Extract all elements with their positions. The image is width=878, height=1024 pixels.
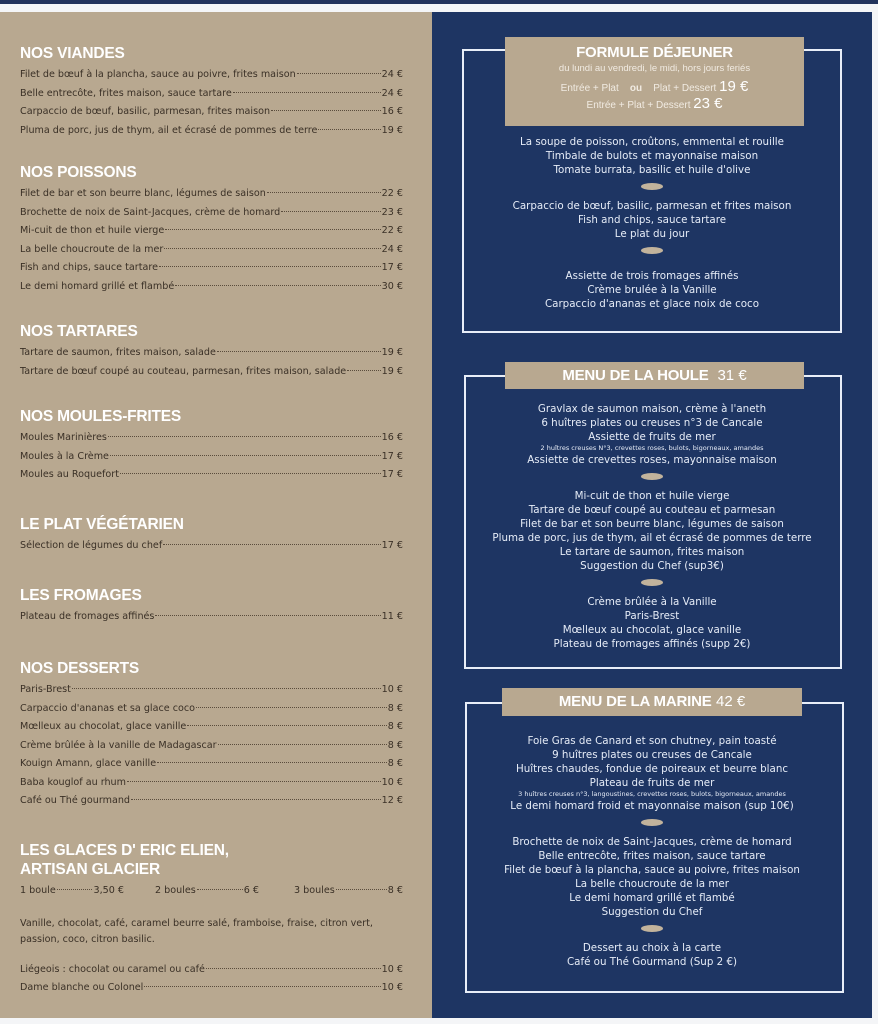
item-name: Crème brûlée à la vanille de Madagascar xyxy=(20,739,217,751)
item-name: Sélection de légumes du chef xyxy=(20,540,163,551)
menu-item: Le tartare de saumon, frites maison xyxy=(559,546,745,558)
menu-item xyxy=(20,278,403,297)
dot-leader xyxy=(131,799,381,800)
menu-course xyxy=(432,941,872,969)
item-price: 8 € xyxy=(387,721,403,732)
menu-item-note: 2 huîtres creuses N°3, crevettes roses, bulots, bigorneaux, amandes xyxy=(540,444,764,452)
menu-item: Dessert au choix à la carte xyxy=(582,942,722,954)
item-price: 8 € xyxy=(387,739,403,751)
section-title: NOS POISSONS xyxy=(20,164,137,181)
menu-item: Fish and chips, sauce tartare xyxy=(577,214,727,226)
menu-item: Paris-Brest xyxy=(624,610,680,622)
menu-item xyxy=(20,222,403,241)
section-desserts xyxy=(20,659,403,811)
formule-title: FORMULE DÉJEUNER xyxy=(576,44,733,61)
menu-item: Carpaccio d'ananas et glace noix de coco xyxy=(544,298,760,310)
menu-item: Le demi homard froid et mayonnaise maison (sup 10€) xyxy=(510,800,794,812)
item-price: 23 € xyxy=(381,206,403,218)
menu-course xyxy=(432,489,872,573)
item-price: 24 € xyxy=(381,87,403,99)
menu-item xyxy=(20,259,403,278)
price-row: 3 boules 8 € xyxy=(294,885,403,896)
menu-course xyxy=(432,199,872,241)
dot-leader xyxy=(218,744,387,745)
menu-item xyxy=(20,608,403,627)
dot-leader xyxy=(108,436,381,437)
item-name: La belle choucroute de la mer xyxy=(20,243,164,255)
divider-icon xyxy=(641,579,663,586)
price-row: Dame blanche ou Colonel 10 € xyxy=(20,982,403,993)
dot-leader xyxy=(72,688,381,689)
section-moules xyxy=(20,407,403,485)
dot-leader xyxy=(217,351,381,352)
menu-item: Brochette de noix de Saint-Jacques, crème de homard xyxy=(512,836,792,848)
menu-item-note: 3 huîtres creuses n°3, langoustines, crevettes roses, bulots, bigorneaux, amandes xyxy=(518,790,786,798)
dot-leader xyxy=(120,473,381,474)
item-name: Moules à la Crème xyxy=(20,450,109,462)
price-row: 2 boules 6 € xyxy=(155,885,259,896)
dot-leader xyxy=(127,781,381,782)
item-name: Carpaccio de bœuf, basilic, parmesan, frites maison xyxy=(20,106,271,117)
menu-item: Suggestion du Chef xyxy=(601,906,703,918)
formule-line1: Entrée + Plat ou Plat + Dessert 19 € xyxy=(560,78,749,95)
menu-item: Suggestion du Chef (sup3€) xyxy=(580,560,724,572)
section-title: LES GLACES D' ERIC ELIEN, xyxy=(20,842,229,859)
section-title: LE PLAT VÉGÉTARIEN xyxy=(20,516,184,533)
section-tartares xyxy=(20,322,403,381)
formule-header xyxy=(505,37,804,126)
menu-item xyxy=(20,344,403,363)
menu-item xyxy=(20,429,403,448)
item-price: 17 € xyxy=(381,540,403,551)
item-name: Mi-cuit de thon et huile vierge xyxy=(20,225,165,236)
menu-item: Le plat du jour xyxy=(614,228,690,240)
divider-icon xyxy=(641,819,663,826)
menu-item xyxy=(20,185,403,204)
item-name: Pluma de porc, jus de thym, ail et écrasé de pommes de terre xyxy=(20,124,318,136)
menu-item xyxy=(20,792,403,811)
menu-item: Plateau de fromages affinés (supp 2€) xyxy=(553,638,751,650)
top-bar xyxy=(0,0,878,4)
flavors-text: Vanille, chocolat, café, caramel beurre salé, framboise, fraise, citron vert, passion, coco, citron basilic. xyxy=(20,917,373,945)
menu-item xyxy=(20,774,403,793)
section-title: NOS DESSERTS xyxy=(20,660,140,677)
section-title: NOS MOULES-FRITES xyxy=(20,408,182,425)
dot-leader xyxy=(233,92,381,93)
item-name: Mœlleux au chocolat, glace vanille xyxy=(20,721,187,732)
item-price: 19 € xyxy=(381,347,403,358)
item-price: 16 € xyxy=(381,432,403,443)
dot-leader xyxy=(318,129,380,130)
item-price: 17 € xyxy=(381,262,403,273)
item-price: 30 € xyxy=(381,280,403,292)
menu-item: Huîtres chaudes, fondue de poireaux et beurre blanc xyxy=(515,763,789,775)
dot-leader xyxy=(347,370,380,371)
menu-item: Tomate burrata, basilic et huile d'olive xyxy=(553,164,751,176)
dot-leader xyxy=(187,725,386,726)
houle-header: MENU DE LA HOULE 31 € xyxy=(505,362,804,389)
divider-icon xyxy=(641,183,663,190)
item-name: Paris-Brest xyxy=(20,684,71,695)
menu-item: Gravlax de saumon maison, crème à l'aneth xyxy=(537,403,767,415)
menu-item: Café ou Thé Gourmand (Sup 2 €) xyxy=(566,956,738,968)
item-price: 22 € xyxy=(381,188,403,199)
dot-leader xyxy=(175,285,380,286)
menu-item: Filet de bœuf à la plancha, sauce au poivre, frites maison xyxy=(504,864,800,876)
item-name: Belle entrecôte, frites maison, sauce tartare xyxy=(20,87,232,99)
dot-leader xyxy=(297,73,381,74)
menu-item xyxy=(20,448,403,467)
dot-leader xyxy=(196,707,387,708)
item-price: 12 € xyxy=(381,795,403,806)
item-name: Filet de bar et son beurre blanc, légumes de saison xyxy=(20,188,266,199)
menu-item xyxy=(20,66,403,85)
menu-item xyxy=(20,681,403,700)
item-name: Fish and chips, sauce tartare xyxy=(20,262,158,273)
item-name: Filet de bœuf à la plancha, sauce au poivre, frites maison xyxy=(20,69,296,80)
menu-item xyxy=(20,122,403,141)
menu-item: Foie Gras de Canard et son chutney, pain toasté xyxy=(527,735,777,747)
dot-leader xyxy=(267,192,381,193)
item-name: Moules au Roquefort xyxy=(20,469,119,480)
dot-leader xyxy=(159,266,381,267)
menu-item xyxy=(20,85,403,104)
menu-item: Plateau de fruits de mer xyxy=(589,777,715,789)
menu-item: 6 huîtres plates ou creuses n°3 de Cancale xyxy=(541,417,763,429)
item-price: 17 € xyxy=(381,469,403,480)
item-price: 10 € xyxy=(381,776,403,788)
dot-leader xyxy=(163,544,380,545)
item-price: 24 € xyxy=(381,243,403,255)
menu-item xyxy=(20,755,403,774)
menu-item: Timbale de bulots et mayonnaise maison xyxy=(545,150,759,162)
menu-item xyxy=(20,241,403,260)
section-vege xyxy=(20,515,403,556)
item-price: 22 € xyxy=(381,225,403,236)
menu-item: Mœlleux au chocolat, glace vanille xyxy=(562,624,742,636)
item-name: Café ou Thé gourmand xyxy=(20,795,131,806)
item-price: 11 € xyxy=(381,611,403,622)
item-name: Carpaccio d'ananas et sa glace coco xyxy=(20,702,195,714)
menu-course xyxy=(432,595,872,651)
menu-item: La soupe de poisson, croûtons, emmental et rouille xyxy=(520,136,784,148)
item-price: 24 € xyxy=(381,69,403,80)
dot-leader xyxy=(165,229,380,230)
menu-item: Tartare de bœuf coupé au couteau et parmesan xyxy=(528,504,776,516)
section-viandes xyxy=(20,44,403,140)
menu-course xyxy=(432,135,872,177)
menu-item xyxy=(20,466,403,485)
section-fromages xyxy=(20,586,403,627)
item-name: Baba kouglof au rhum xyxy=(20,776,126,788)
menu-item: Belle entrecôte, frites maison, sauce tartare xyxy=(538,850,766,862)
menu-item: 9 huîtres plates ou creuses de Cancale xyxy=(552,749,752,761)
dot-leader xyxy=(164,248,380,249)
section-title: NOS TARTARES xyxy=(20,323,138,340)
divider-icon xyxy=(641,473,663,480)
section-title: LES FROMAGES xyxy=(20,587,142,604)
houle-list xyxy=(432,402,872,651)
menu-item xyxy=(20,537,403,556)
price-row: Liégeois : chocolat ou caramel ou café 10 € xyxy=(20,963,403,975)
formule-list xyxy=(432,135,872,311)
section-title: ARTISAN GLACIER xyxy=(20,861,160,878)
dot-leader xyxy=(281,211,380,212)
item-name: Moules Marinières xyxy=(20,432,107,443)
item-price: 8 € xyxy=(387,758,403,769)
menu-item xyxy=(20,363,403,382)
item-price: 16 € xyxy=(381,106,403,117)
menu-item xyxy=(20,103,403,122)
menu-item: Carpaccio de bœuf, basilic, parmesan et frites maison xyxy=(512,200,792,212)
marine-header: MENU DE LA MARINE 42 € xyxy=(502,688,802,716)
section-title: NOS VIANDES xyxy=(20,45,125,62)
item-name: Kouign Amann, glace vanille xyxy=(20,758,157,769)
marine-list xyxy=(432,734,872,969)
menu-item: Crème brûlée à la Vanille xyxy=(587,596,717,608)
menu-item: Mi-cuit de thon et huile vierge xyxy=(574,490,730,502)
menu-item: Le demi homard grillé et flambé xyxy=(569,892,735,904)
item-price: 8 € xyxy=(387,702,403,714)
menu-item: Crème brulée à la Vanille xyxy=(587,284,717,296)
menu-item: Assiette de trois fromages affinés xyxy=(565,270,739,282)
item-price: 17 € xyxy=(381,450,403,462)
dot-leader xyxy=(110,455,381,456)
divider-icon xyxy=(641,925,663,932)
item-price: 19 € xyxy=(381,365,403,377)
section-poissons xyxy=(20,163,403,296)
dot-leader xyxy=(271,110,381,111)
item-name: Le demi homard grillé et flambé xyxy=(20,280,175,292)
section-glaces xyxy=(20,841,403,998)
menu-item: La belle choucroute de la mer xyxy=(575,878,729,890)
item-price: 10 € xyxy=(381,684,403,695)
item-name: Tartare de bœuf coupé au couteau, parmesan, frites maison, salade xyxy=(20,365,347,377)
menu-course xyxy=(432,269,872,311)
divider-icon xyxy=(641,247,663,254)
menu-item xyxy=(20,204,403,223)
item-name: Plateau de fromages affinés xyxy=(20,611,155,622)
menu-item: Assiette de crevettes roses, mayonnaise maison xyxy=(527,454,777,466)
item-name: Tartare de saumon, frites maison, salade xyxy=(20,347,216,358)
menu-item xyxy=(20,718,403,737)
menu-item xyxy=(20,737,403,756)
formule-subtitle: du lundi au vendredi, le midi, hors jours feriés xyxy=(558,63,751,74)
dot-leader xyxy=(155,615,380,616)
menu-item: Assiette de fruits de mer xyxy=(588,431,716,443)
dot-leader xyxy=(157,762,387,763)
item-name: Brochette de noix de Saint-Jacques, crème de homard xyxy=(20,206,281,218)
formule-line2: Entrée + Plat + Dessert 23 € xyxy=(586,95,723,112)
menu-item: Pluma de porc, jus de thym, ail et écrasé de pommes de terre xyxy=(492,532,812,544)
item-price: 19 € xyxy=(381,124,403,136)
menu-item: Filet de bar et son beurre blanc, légumes de saison xyxy=(520,518,784,530)
price-row: 1 boule 3,50 € xyxy=(20,885,124,896)
menu-course xyxy=(432,835,872,919)
menu-item xyxy=(20,700,403,719)
